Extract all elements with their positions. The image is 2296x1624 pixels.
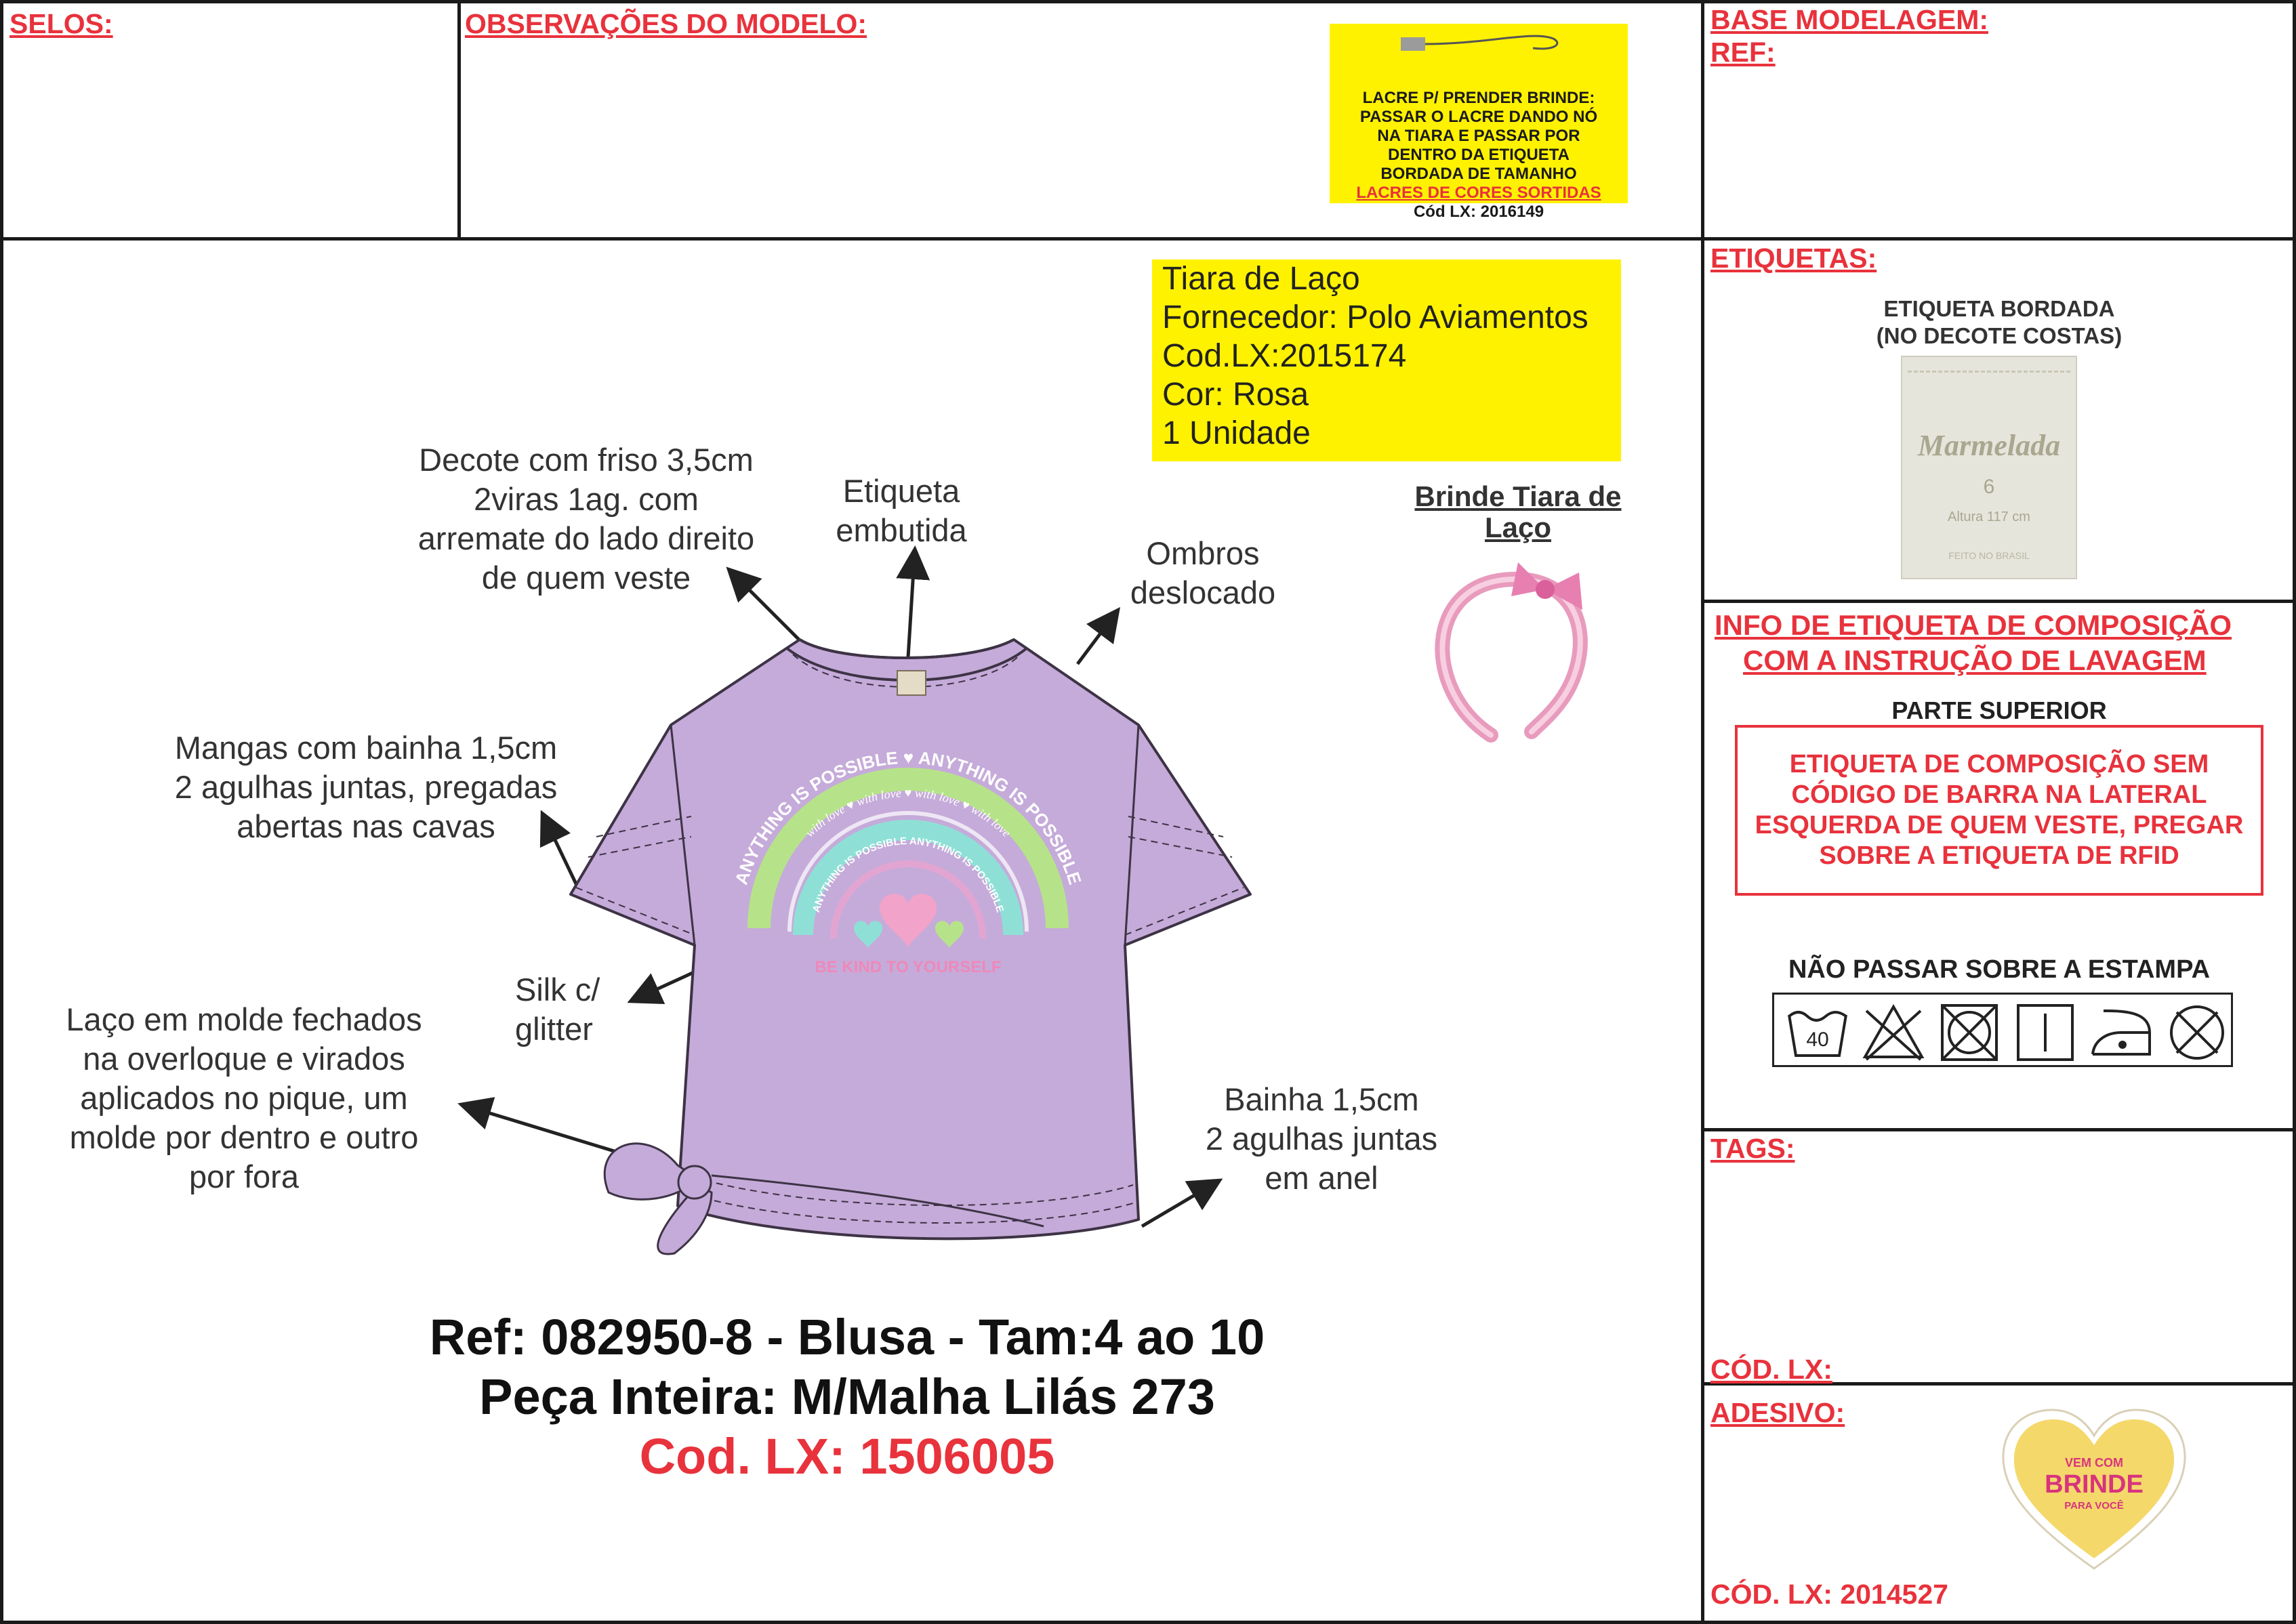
product-title xyxy=(271,1308,1423,1486)
etiqueta-brand: Marmelada xyxy=(1917,429,2061,462)
tiara-line: Tiara de Laço xyxy=(1162,261,1360,297)
inner-label xyxy=(897,671,926,695)
sticker-line-2: BRINDE xyxy=(2045,1470,2144,1499)
etiquetas-header: ETIQUETAS: xyxy=(1710,243,1877,274)
product-code-line: Cod. LX: 1506005 xyxy=(639,1428,1055,1484)
annotation-mangas: Mangas com bainha 1,5cm 2 agulhas juntas, pregadas abertas nas cavas xyxy=(174,730,558,844)
svg-text:40: 40 xyxy=(1806,1028,1829,1051)
brinde-title-line: Laço xyxy=(1484,512,1552,543)
tags-header: TAGS: xyxy=(1710,1133,1795,1164)
brinde-title-line: Brinde Tiara de xyxy=(1414,480,1622,512)
etiqueta-bordada-title: ETIQUETA BORDADA (NO DECOTE COSTAS) xyxy=(1876,296,2123,348)
lacre-line: DENTRO DA ETIQUETA xyxy=(1388,146,1570,164)
tiara-line: Cod.LX:2015174 xyxy=(1162,338,1407,374)
annotation-etiqueta-embutida: Etiqueta embutida xyxy=(836,473,967,548)
tiara-line: Cor: Rosa xyxy=(1162,377,1309,413)
sticker-line-1: VEM COM xyxy=(2064,1456,2124,1470)
etiqueta-bordada-image xyxy=(1901,356,2077,579)
tiara-line: 1 Unidade xyxy=(1162,415,1311,451)
etiqueta-height: Altura 117 cm xyxy=(1948,509,2030,524)
no-dry-clean-icon xyxy=(2163,1001,2231,1062)
product-ref-line: Ref: 082950-8 - Blusa - Tam:4 ao 10 xyxy=(429,1309,1265,1365)
annotation-silk: Silk c/ glitter xyxy=(515,972,600,1047)
lacre-code: Cód LX: 2016149 xyxy=(1413,203,1544,221)
lacre-line: PASSAR O LACRE DANDO NÓ xyxy=(1359,108,1598,126)
etiqueta-made-in: FEITO NO BRASIL xyxy=(1948,550,2030,561)
etiqueta-size: 6 xyxy=(1983,476,1995,498)
iron-low-icon xyxy=(2087,1001,2155,1062)
annotation-ombros: Ombros deslocado xyxy=(1130,535,1276,610)
annotation-laco: Laço em molde fechados na overloque e virados aplicados no pique, um molde por dentro e outro por fora xyxy=(66,1001,422,1194)
print-arc-inner: ANYTHING IS POSSIBLE ANYTHING IS POSSIBLE xyxy=(810,835,1006,914)
lacre-line: LACRE P/ PRENDER BRINDE: xyxy=(1362,89,1595,107)
lacre-red-line: LACRES DE CORES SORTIDAS xyxy=(1356,184,1601,202)
wash-40-icon xyxy=(1784,1001,1851,1062)
composicao-red-box: ETIQUETA DE COMPOSIÇÃO SEM CÓDIGO DE BARRA NA LATERAL ESQUERDA DE QUEM VESTE, PREGAR SOBRE A ETIQUETA DE RFID xyxy=(1735,725,2263,896)
brinde-heart-sticker xyxy=(1999,1406,2189,1575)
ref-header: REF: xyxy=(1710,37,1776,68)
no-tumble-dry-icon xyxy=(1935,1001,2003,1062)
adesivo-header: ADESIVO: xyxy=(1710,1397,1845,1428)
info-composicao-header-1: INFO DE ETIQUETA DE COMPOSIÇÃO xyxy=(1715,609,2232,641)
print-bottom-text: BE KIND TO YOURSELF xyxy=(815,958,1002,976)
lacre-line: NA TIARA E PASSAR POR xyxy=(1377,127,1580,145)
no-bleach-icon xyxy=(1860,1001,1927,1062)
line-dry-icon xyxy=(2011,1001,2079,1062)
annotation-bainha: Bainha 1,5cm 2 agulhas juntas em anel xyxy=(1205,1081,1438,1196)
base-modelagem-box xyxy=(1701,0,2296,241)
lacre-line: BORDADA DE TAMANHO xyxy=(1380,165,1577,183)
tshirt-illustration xyxy=(556,623,1260,1260)
product-fabric-line: Peça Inteira: M/Malha Lilás 273 xyxy=(479,1369,1215,1425)
info-composicao-header-2: COM A INSTRUÇÃO DE LAVAGEM xyxy=(1743,644,2207,676)
selos-header: SELOS: xyxy=(9,8,113,39)
sticker-line-3: PARA VOCÊ xyxy=(2064,1500,2124,1512)
tags-box xyxy=(1701,1128,2296,1386)
observacoes-header: OBSERVAÇÕES DO MODELO: xyxy=(465,8,867,39)
print-arc-outer: ANYTHING IS POSSIBLE ♥ ANYTHING IS POSSIBLE xyxy=(731,747,1086,888)
tiara-line: Fornecedor: Polo Aviamentos xyxy=(1162,299,1588,335)
base-modelagem-header: BASE MODELAGEM: xyxy=(1710,4,1988,35)
care-icons-row xyxy=(1772,993,2233,1067)
cod-lx-tags: CÓD. LX: xyxy=(1710,1354,1832,1385)
cod-lx-adesivo: CÓD. LX: 2014527 xyxy=(1710,1579,1948,1610)
parte-superior-label: PARTE SUPERIOR xyxy=(1891,696,2107,724)
print-arc-mid: with love ♥ with love ♥ with love ♥ with love xyxy=(802,786,1014,840)
annotation-decote: Decote com friso 3,5cm 2viras 1ag. com arremate do lado direito de quem veste xyxy=(417,442,755,596)
nao-passar-label: NÃO PASSAR SOBRE A ESTAMPA xyxy=(1788,955,2211,984)
